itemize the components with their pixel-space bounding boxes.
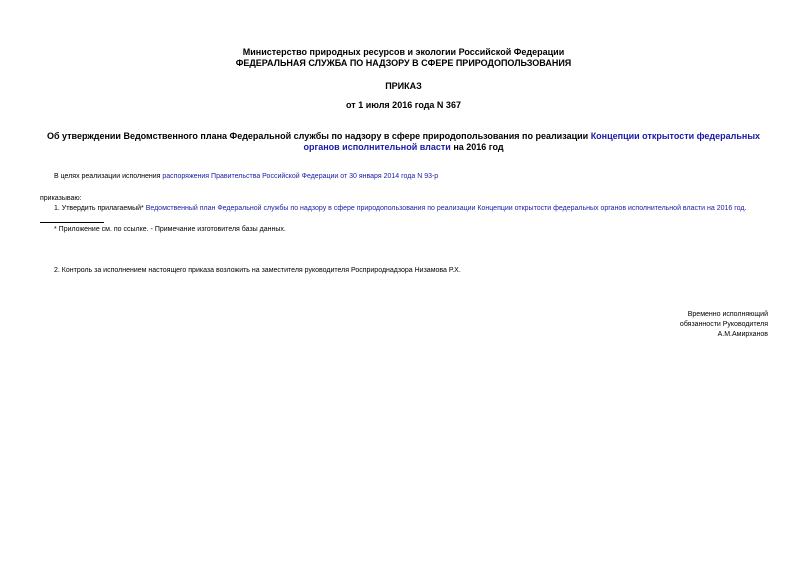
intro-prefix: В целях реализации исполнения (54, 173, 163, 180)
title-suffix: на 2016 год (450, 142, 504, 152)
concept-link-part1[interactable]: Концепции открытости федеральных (590, 131, 761, 141)
intro-paragraph (54, 172, 438, 181)
order-word: приказываю: (40, 195, 82, 202)
footnote: * Приложение см. по ссылке. - Примечание изготовителя базы данных. (54, 226, 286, 233)
document-title-line2 (0, 142, 807, 152)
footnote-divider (40, 222, 104, 223)
government-decree-link[interactable]: распоряжения Правительства Российской Федерации от 30 января 2014 года N 93-р (162, 173, 439, 180)
document-title-line1 (0, 131, 807, 141)
document-date-number: от 1 июля 2016 года N 367 (346, 100, 461, 110)
signature-line1: Временно исполняющий (687, 311, 768, 318)
item-1-prefix: 1. Утвердить прилагаемый* (54, 205, 146, 212)
signature-block (680, 310, 768, 339)
ministry-heading: Министерство природных ресурсов и экологии Российской Федерации (242, 47, 565, 57)
item-1 (54, 204, 746, 213)
signature-line2: обязанности Руководителя (679, 321, 768, 328)
title-prefix: Об утверждении Ведомственного плана Федеральной службы по надзору в сфере природопользования по реализации (46, 131, 591, 141)
item-1-suffix: . (744, 205, 747, 212)
service-heading: ФЕДЕРАЛЬНАЯ СЛУЖБА ПО НАДЗОРУ В СФЕРЕ ПРИРОДОПОЛЬЗОВАНИЯ (235, 58, 572, 68)
departmental-plan-link[interactable]: Ведомственный план Федеральной службы по надзору в сфере природопользования по реализации Концепции открытости федеральных органов исполнительной власти на 2016 год (145, 205, 745, 212)
document-type: ПРИКАЗ (385, 81, 422, 91)
signature-name: А.М.Амирханов (717, 331, 768, 338)
item-2: 2. Контроль за исполнением настоящего приказа возложить на заместителя руководителя Росприроднадзора Низамова Р.Х. (54, 267, 461, 274)
concept-link-part2[interactable]: органов исполнительной власти (303, 142, 451, 152)
